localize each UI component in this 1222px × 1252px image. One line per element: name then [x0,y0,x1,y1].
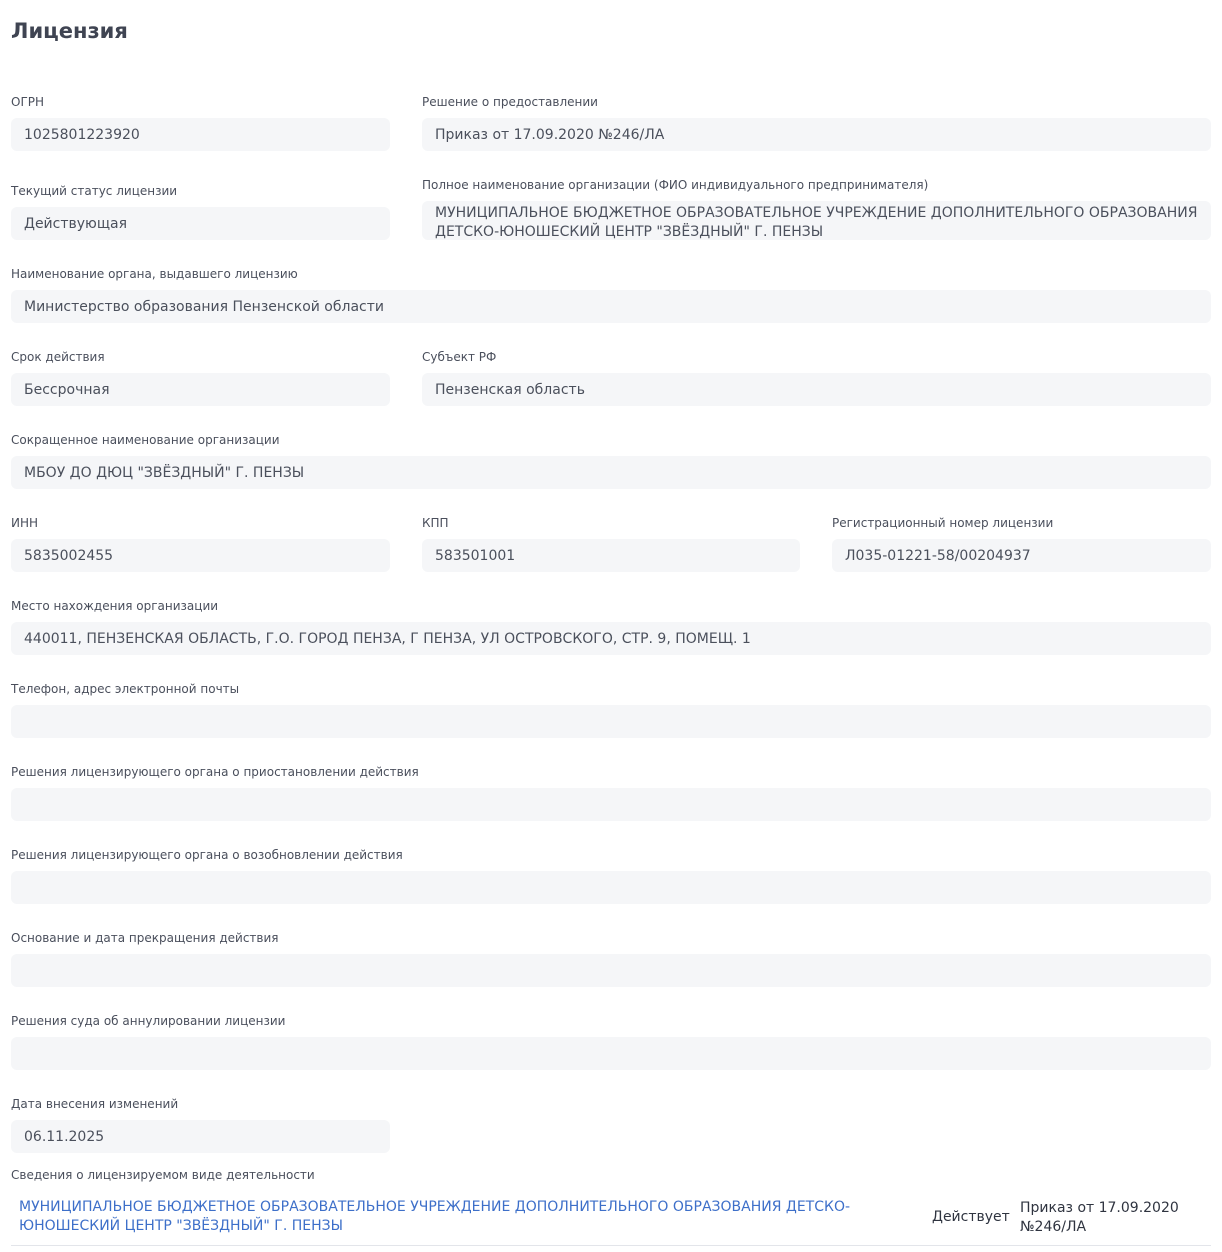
kpp-label: КПП [422,516,449,530]
resumption-label: Решения лицензирующего органа о возобновлении действия [11,848,403,862]
short-name-field[interactable]: МБОУ ДО ДЮЦ "ЗВЁЗДНЫЙ" Г. ПЕНЗЫ [11,456,1211,489]
validity-field[interactable]: Бессрочная [11,373,390,406]
region-label: Субъект РФ [422,350,497,364]
ogrn-label: ОГРН [11,95,45,109]
activity-table-row [11,1190,1211,1246]
contacts-field[interactable] [11,705,1211,738]
kpp-field[interactable]: 583501001 [422,539,800,572]
full-name-field[interactable]: МУНИЦИПАЛЬНОЕ БЮДЖЕТНОЕ ОБРАЗОВАТЕЛЬНОЕ УЧРЕЖДЕНИЕ ДОПОЛНИТЕЛЬНОГО ОБРАЗОВАНИЯ ДЕТСКО-ЮНОШЕСКИЙ ЦЕНТР "ЗВЁЗДНЫЙ" Г. ПЕНЗЫ [422,201,1211,240]
contacts-label: Телефон, адрес электронной почты [11,682,240,696]
status-label: Текущий статус лицензии [11,184,178,198]
issuer-label: Наименование органа, выдавшего лицензию [11,267,298,281]
change-date-label: Дата внесения изменений [11,1097,179,1111]
resumption-field[interactable] [11,871,1211,904]
decision-label: Решение о предоставлении [422,95,598,109]
address-label: Место нахождения организации [11,599,219,613]
annulment-label: Решения суда об аннулировании лицензии [11,1014,286,1028]
region-field[interactable]: Пензенская область [422,373,1211,406]
short-name-label: Сокращенное наименование организации [11,433,280,447]
activity-status: Действует [932,1209,1010,1225]
ogrn-field[interactable]: 1025801223920 [11,118,390,151]
inn-field[interactable]: 5835002455 [11,539,390,572]
decision-field[interactable]: Приказ от 17.09.2020 №246/ЛА [422,118,1211,151]
issuer-field[interactable]: Министерство образования Пензенской области [11,290,1211,323]
activity-label: Сведения о лицензируемом виде деятельности [11,1168,315,1182]
reg-number-field[interactable]: Л035-01221-58/00204937 [832,539,1211,572]
activity-order: Приказ от 17.09.2020 №246/ЛА [1020,1200,1179,1235]
activity-org-link[interactable]: МУНИЦИПАЛЬНОЕ БЮДЖЕТНОЕ ОБРАЗОВАТЕЛЬНОЕ УЧРЕЖДЕНИЕ ДОПОЛНИТЕЛЬНОГО ОБРАЗОВАНИЯ ДЕТСКО-ЮНОШЕСКИЙ ЦЕНТР "ЗВЁЗДНЫЙ" Г. ПЕНЗЫ [19,1199,851,1234]
change-date-field[interactable]: 06.11.2025 [11,1120,390,1153]
suspension-field[interactable] [11,788,1211,821]
termination-label: Основание и дата прекращения действия [11,931,279,945]
termination-field[interactable] [11,954,1211,987]
address-field[interactable]: 440011, ПЕНЗЕНСКАЯ ОБЛАСТЬ, Г.О. ГОРОД ПЕНЗА, Г ПЕНЗА, УЛ ОСТРОВСКОГО, СТР. 9, ПОМЕЩ. 1 [11,622,1211,655]
inn-label: ИНН [11,516,39,530]
page-title: Лицензия [11,19,128,43]
reg-number-label: Регистрационный номер лицензии [832,516,1054,530]
validity-label: Срок действия [11,350,105,364]
status-field[interactable]: Действующая [11,207,390,240]
annulment-field[interactable] [11,1037,1211,1070]
full-name-label: Полное наименование организации (ФИО индивидуального предпринимателя) [422,178,929,192]
suspension-label: Решения лицензирующего органа о приостановлении действия [11,765,419,779]
